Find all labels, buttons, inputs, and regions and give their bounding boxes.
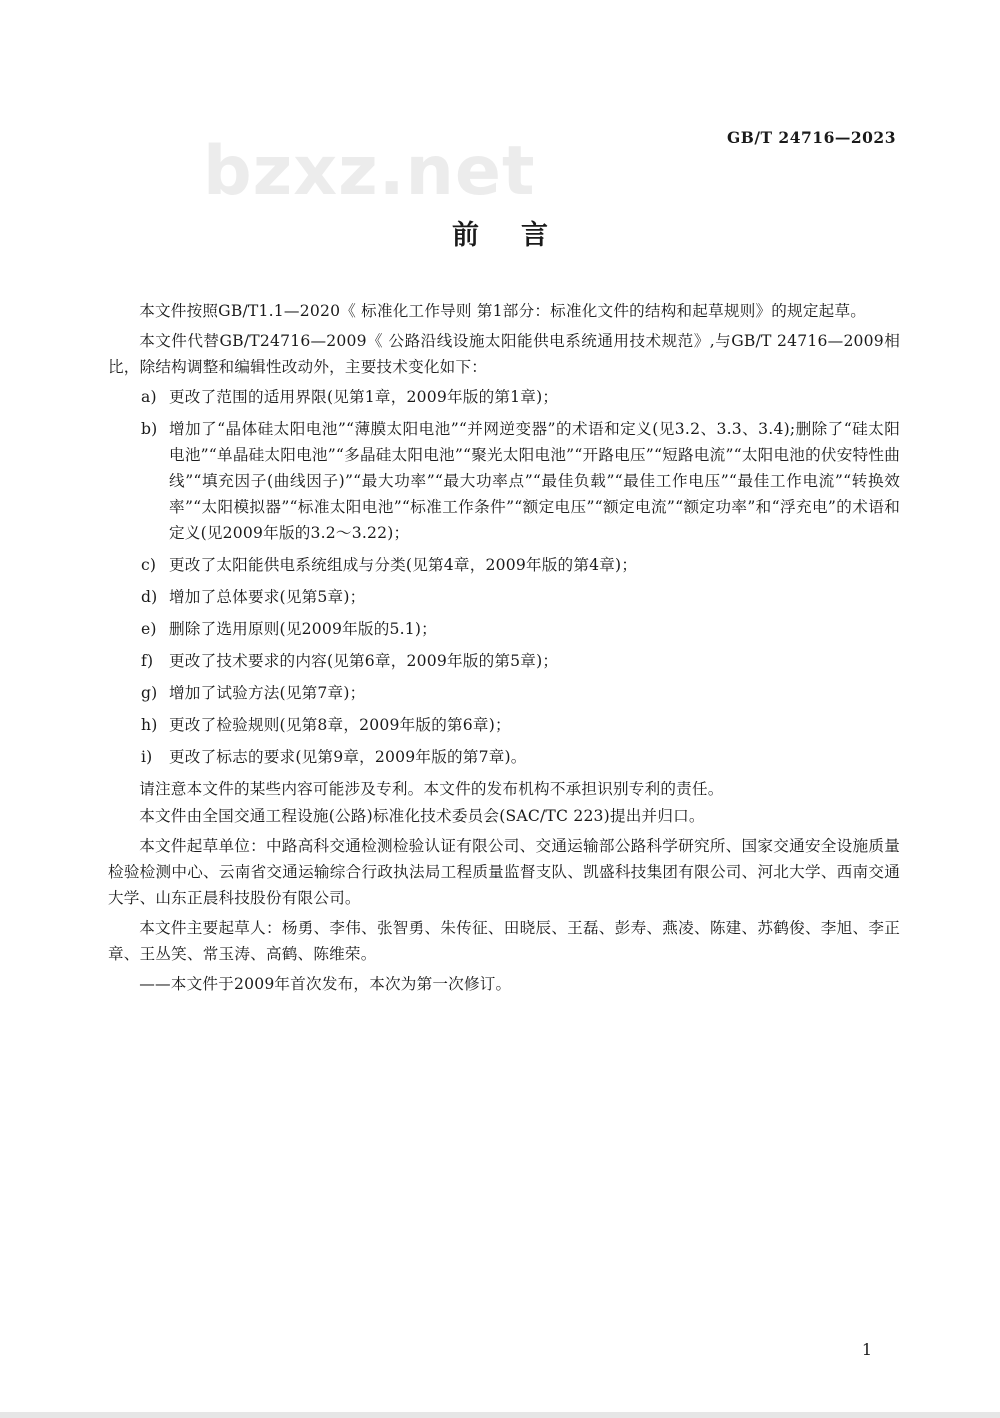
list-marker: i) xyxy=(141,748,153,766)
list-marker: f) xyxy=(141,652,154,670)
list-marker: b) xyxy=(141,420,158,438)
list-marker: d) xyxy=(141,588,158,606)
foreword-body xyxy=(108,298,900,1001)
paragraph-patent-notice: 请注意本文件的某些内容可能涉及专利。本文件的发布机构不承担识别专利的责任。 xyxy=(139,780,724,798)
list-item-text: 更改了检验规则(见第8章，2009年版的第6章)； xyxy=(169,716,511,734)
list-marker: e) xyxy=(141,620,157,638)
list-marker: g) xyxy=(141,684,158,702)
list-item xyxy=(108,680,900,706)
list-item-text: 增加了总体要求(见第5章)； xyxy=(169,588,366,606)
page-title: 前言 xyxy=(452,220,590,251)
list-marker: h) xyxy=(141,716,158,734)
list-marker: a) xyxy=(141,388,157,406)
list-item xyxy=(108,648,900,674)
paragraph-replacement: 本文件代替GB/T24716—2009《 公路沿线设施太阳能供电系统通用技术规范》,与GB/T 24716—2009相比，除结构调整和编辑性改动外，主要技术变化如下： xyxy=(108,332,900,376)
list-item xyxy=(108,552,900,578)
list-item-text: 更改了标志的要求(见第9章，2009年版的第7章)。 xyxy=(169,748,527,766)
list-item xyxy=(108,712,900,738)
list-item xyxy=(108,384,900,410)
paragraph-proposer: 本文件由全国交通工程设施(公路)标准化技术委员会(SAC/TC 223)提出并归口。 xyxy=(139,807,705,825)
paragraph-drafters: 本文件主要起草人：杨勇、李伟、张智勇、朱传征、田晓辰、王磊、彭寿、燕凌、陈建、苏鹤俊、李旭、李正章、王丛笑、常玉涛、高鹤、陈维荣。 xyxy=(108,919,900,963)
paragraph-drafting-rule: 本文件按照GB/T1.1—2020《 标准化工作导则 第1部分：标准化文件的结构和起草规则》的规定起草。 xyxy=(139,302,867,320)
paragraph-drafting-units: 本文件起草单位：中路高科交通检测检验认证有限公司、交通运输部公路科学研究所、国家交通安全设施质量检验检测中心、云南省交通运输综合行政执法局工程质量监督支队、凯盛科技集团有限公司、河北大学、西南交通大学、山东正晨科技股份有限公司。 xyxy=(108,837,900,907)
changes-list xyxy=(108,384,900,770)
paragraph-history: ——本文件于2009年首次发布，本次为第一次修订。 xyxy=(139,975,512,993)
list-item-text: 增加了“晶体硅太阳电池”“薄膜太阳电池”“并网逆变器”的术语和定义(见3.2、3.3、3.4);删除了“硅太阳电池”“单晶硅太阳电池”“多晶硅太阳电池”“聚光太阳电池”“开路电压”“短路电流”“太阳电池的伏安特性曲线”“填充因子(曲线因子)”“最大功率”“最大功率点”“最佳负载”“最佳工作电压”“最佳工作电流”“转换效率”“太阳模拟器”“标准太阳电池”“标准工作条件”“额定电压”“额定电流”“额定功率”和“浮充电”的术语和定义(见2009年版的3.2～3.22)； xyxy=(169,420,900,542)
watermark: bzxz.net xyxy=(203,132,536,211)
list-item xyxy=(108,584,900,610)
list-item xyxy=(108,616,900,642)
list-item xyxy=(108,416,900,546)
list-item-text: 更改了太阳能供电系统组成与分类(见第4章，2009年版的第4章)； xyxy=(169,556,638,574)
list-item-text: 更改了范围的适用界限(见第1章，2009年版的第1章)； xyxy=(169,388,559,406)
page-bottom-edge xyxy=(0,1412,1000,1418)
list-item-text: 更改了技术要求的内容(见第6章，2009年版的第5章)； xyxy=(169,652,559,670)
page-number: 1 xyxy=(861,1340,872,1359)
list-item-text: 删除了选用原则(见2009年版的5.1)； xyxy=(169,620,437,638)
standard-number: GB/T 24716—2023 xyxy=(727,128,896,147)
list-marker: c) xyxy=(141,556,157,574)
list-item xyxy=(108,744,900,770)
list-item-text: 增加了试验方法(见第7章)； xyxy=(169,684,366,702)
